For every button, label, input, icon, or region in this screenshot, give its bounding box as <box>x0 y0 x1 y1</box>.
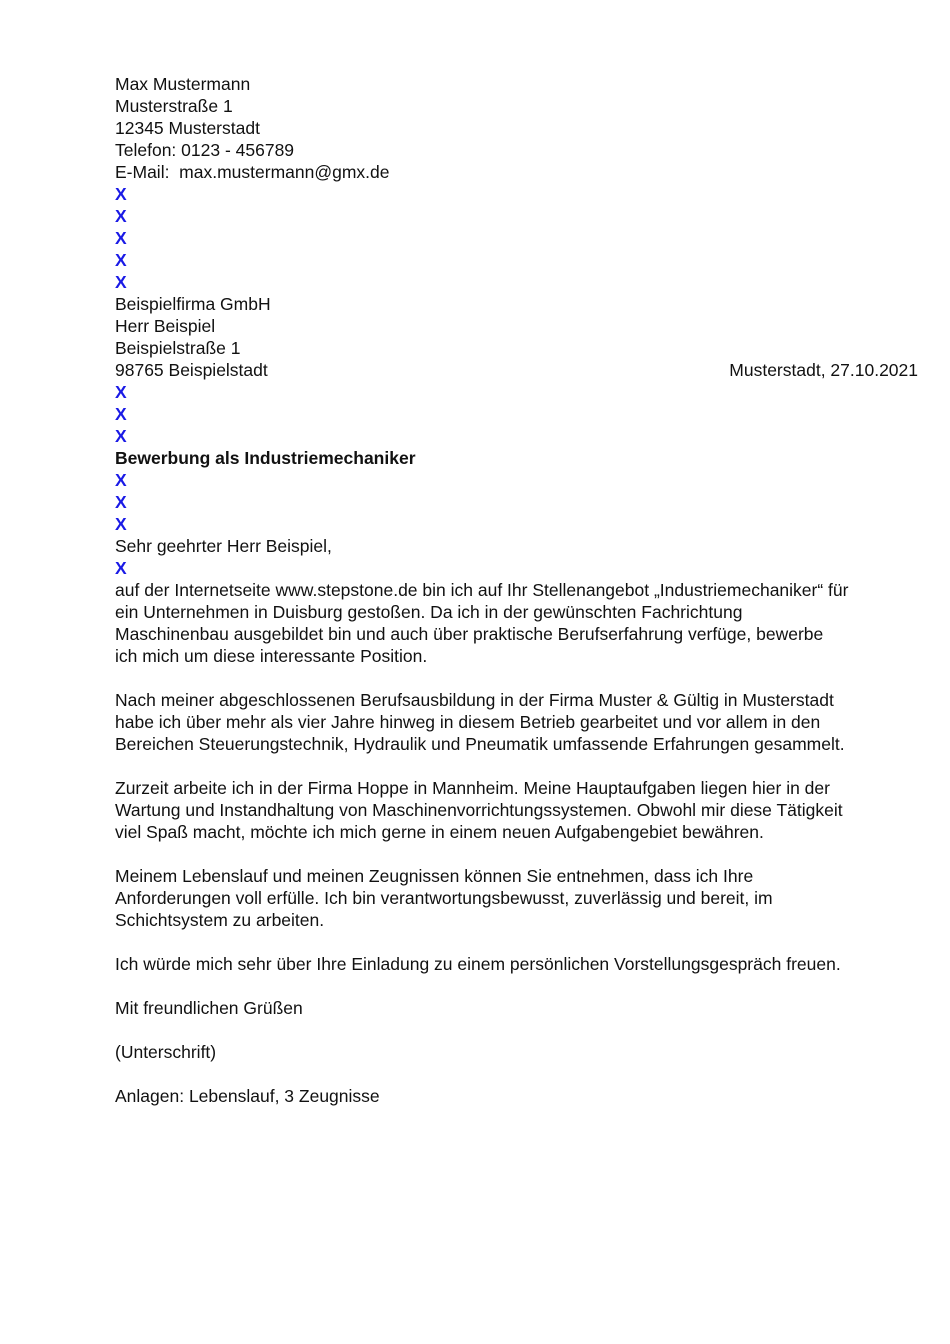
body-line: Bereichen Steuerungstechnik, Hydraulik und Pneumatik umfassende Erfahrungen gesammelt. <box>115 734 845 754</box>
salutation: Sehr geehrter Herr Beispiel, <box>115 536 332 556</box>
body-line: Zurzeit arbeite ich in der Firma Hoppe in Mannheim. Meine Hauptaufgaben liegen hier in der <box>115 778 830 798</box>
letter <box>115 73 918 1129</box>
signature-block <box>115 1041 918 1063</box>
closing-block <box>115 997 918 1019</box>
body-line: Meinem Lebenslauf und meinen Zeugnissen können Sie entnehmen, dass ich Ihre <box>115 866 754 886</box>
closing: Mit freundlichen Grüßen <box>115 998 303 1018</box>
sender-name: Max Mustermann <box>115 74 251 94</box>
recipient-city: 98765 Beispielstadt <box>115 360 268 380</box>
sender-phone: Telefon: 0123 - 456789 <box>115 140 295 160</box>
recipient-street: Beispielstraße 1 <box>115 338 241 358</box>
body-line: Maschinenbau ausgebildet bin und auch über praktische Berufserfahrung verfüge, bewerbe <box>115 624 824 644</box>
spacer-mark: X <box>115 250 127 270</box>
recipient-contact: Herr Beispiel <box>115 316 216 336</box>
body-paragraph-1 <box>115 579 918 667</box>
body-line: ich mich um diese interessante Position. <box>115 646 428 666</box>
body-line: Anforderungen voll erfülle. Ich bin verantwortungsbewusst, zuverlässig und bereit, im <box>115 888 773 908</box>
body-line: Schichtsystem zu arbeiten. <box>115 910 325 930</box>
spacer-mark: X <box>115 272 127 292</box>
subject-line: Bewerbung als Industriemechaniker <box>115 448 416 468</box>
body-paragraph-2 <box>115 689 918 755</box>
spacer-mark: X <box>115 470 127 490</box>
spacer-mark: X <box>115 426 127 446</box>
sender-email: E-Mail: max.mustermann@gmx.de <box>115 162 390 182</box>
attachments-block <box>115 1085 918 1107</box>
spacer-mark: X <box>115 492 127 512</box>
signature: (Unterschrift) <box>115 1042 217 1062</box>
recipient-block <box>115 293 918 381</box>
spacer-mark: X <box>115 184 127 204</box>
body-line: habe ich über mehr als vier Jahre hinweg in diesem Betrieb gearbeitet und vor allem in den <box>115 712 821 732</box>
sender-city: 12345 Musterstadt <box>115 118 260 138</box>
spacer-mark: X <box>115 228 127 248</box>
spacer-mark: X <box>115 558 127 578</box>
recipient-company: Beispielfirma GmbH <box>115 294 271 314</box>
body-line: Nach meiner abgeschlossenen Berufsausbildung in der Firma Muster & Gültig in Musterstadt <box>115 690 834 710</box>
body-line: Ich würde mich sehr über Ihre Einladung zu einem persönlichen Vorstellungsgespräch freuen. <box>115 954 841 974</box>
body-line: Wartung und Instandhaltung von Maschinenvorrichtungssystemen. Obwohl mir diese Tätigkeit <box>115 800 843 820</box>
body-paragraph-5 <box>115 953 918 975</box>
body-line: ein Unternehmen in Duisburg gestoßen. Da ich in der gewünschten Fachrichtung <box>115 602 743 622</box>
spacer-mark: X <box>115 206 127 226</box>
recipient-city-date-row <box>115 359 918 381</box>
body-paragraph-3 <box>115 777 918 843</box>
spacer-mark: X <box>115 404 127 424</box>
body-line: auf der Internetseite www.stepstone.de bin ich auf Ihr Stellenangebot „Industriemechaniker“ für <box>115 580 849 600</box>
body-paragraph-4 <box>115 865 918 931</box>
body-line: viel Spaß macht, möchte ich mich gerne in einem neuen Aufgabengebiet bewähren. <box>115 822 764 842</box>
attachments: Anlagen: Lebenslauf, 3 Zeugnisse <box>115 1086 380 1106</box>
spacer-mark: X <box>115 382 127 402</box>
spacer-mark: X <box>115 514 127 534</box>
date-line: Musterstadt, 27.10.2021 <box>729 360 918 380</box>
sender-street: Musterstraße 1 <box>115 96 233 116</box>
sender-block <box>115 73 918 183</box>
